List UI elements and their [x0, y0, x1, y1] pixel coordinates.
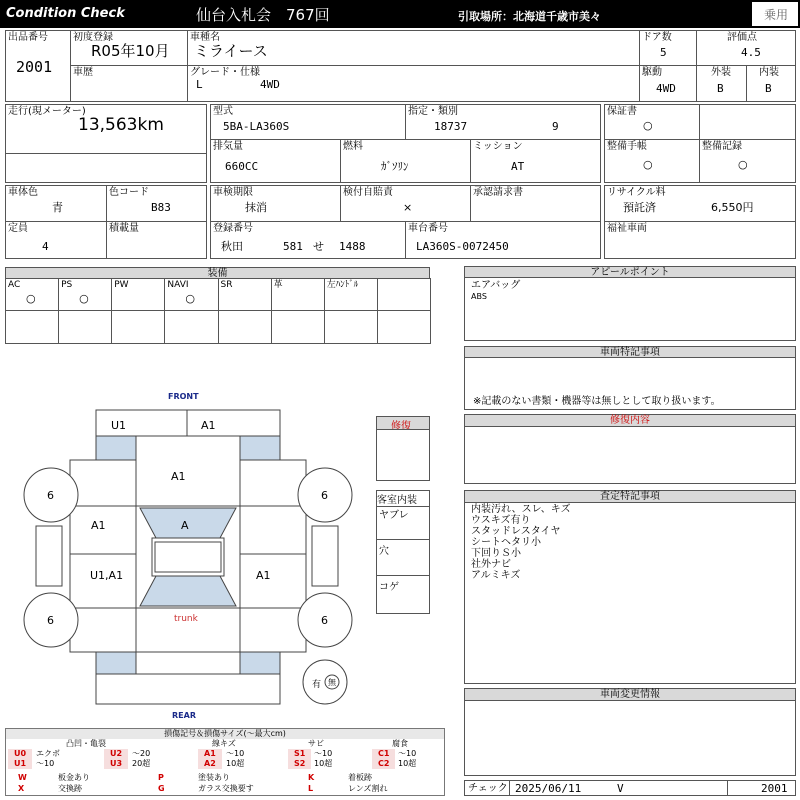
header-pickup: 引取場所：北海道千歳市美々: [458, 10, 601, 23]
diagram-trunk-label: trunk: [174, 614, 198, 624]
equipment-label: 左ﾊﾝﾄﾞﾙ: [326, 280, 359, 290]
cabin-title: 客室内装: [377, 491, 429, 507]
appeal-line: エアバッグ: [471, 280, 521, 291]
cabin-item: コゲ: [379, 582, 399, 593]
equipment-cell: [58, 278, 112, 311]
score-value: 4.5: [741, 46, 761, 59]
header-bar: [0, 0, 800, 28]
legend-entry: 20超: [132, 759, 151, 768]
equipment-cell: [5, 278, 59, 311]
equipment-label: NAVI: [167, 280, 189, 290]
header-title-center: 仙台入札会 767回: [196, 6, 330, 24]
header-category: 乗用: [764, 8, 789, 22]
equipment-cell: [271, 278, 325, 311]
equipment-title: 装備: [5, 267, 430, 279]
displacement-label: 排気量: [213, 141, 243, 152]
capacity-value: 4: [42, 240, 49, 253]
capacity-label: 定員: [8, 223, 28, 234]
legend-group-dent: 凸凹・亀裂: [66, 739, 106, 748]
inspection-note-line: アルミキズ: [471, 570, 521, 581]
warranty-label: 保証書: [607, 106, 637, 117]
reg-class: 581: [283, 240, 303, 253]
recycle-fee: 6,550円: [711, 201, 754, 214]
inspection-label: 車検期限: [213, 187, 253, 198]
legend-entry: ～10: [314, 749, 333, 758]
score-cell: [696, 30, 796, 66]
category-no-value: 9: [552, 120, 559, 133]
tire-rear-right: 6: [321, 614, 328, 627]
check-lot: 2001: [761, 782, 788, 795]
legend-entry: S1: [288, 749, 311, 759]
door-label: ドア数: [642, 32, 672, 43]
legend-mark-entry: レンズ割れ: [348, 784, 388, 793]
color-cell: [5, 185, 107, 222]
equipment-label: AC: [8, 280, 21, 290]
legend-entry: A1: [198, 749, 222, 759]
liability-label: 検付自賠責: [343, 187, 393, 198]
special-title: 車両特記事項: [464, 346, 796, 358]
drive-value: 4WD: [656, 82, 676, 95]
equipment-spare-cell: [164, 310, 218, 344]
legend-group-corrosion: 腐食: [392, 739, 408, 748]
change-info-title: 車両変更情報: [464, 688, 796, 701]
designation-cell: [405, 104, 601, 140]
interior-value: B: [765, 82, 772, 95]
check-label: チェック: [468, 783, 508, 794]
legend-mark-entry: P: [158, 773, 164, 782]
legend-mark-entry: ガラス交換要す: [198, 784, 254, 793]
equipment-value: ○: [79, 292, 89, 305]
car-name-cell: [187, 30, 640, 66]
inspection-note-line: ウスキズ有り: [471, 515, 531, 526]
legend-entry: ～20: [132, 749, 151, 758]
color-value: 青: [52, 201, 63, 214]
interior-label: 内装: [759, 67, 779, 78]
reg-no-cell: [210, 221, 406, 259]
legend-mark-entry: 塗装あり: [198, 773, 230, 782]
record-label: 整備記録: [702, 141, 742, 152]
legend-mark-entry: 板金あり: [58, 773, 90, 782]
mileage-lower-cell: [5, 153, 207, 183]
legend-entry: エクボ: [36, 749, 60, 758]
warranty-cell: [604, 104, 700, 140]
inspection-note-line: シートヘタリ小: [471, 537, 541, 548]
cabin-item: ヤブレ: [379, 510, 409, 521]
inspection-note-line: 内装汚れ、スレ、キズ: [471, 504, 571, 515]
interior-cell: [746, 65, 796, 102]
grade-spec: 4WD: [260, 78, 280, 91]
approval-label: 承認請求書: [473, 187, 523, 198]
load-cell: [106, 221, 207, 259]
spare-mark: 無: [328, 678, 336, 687]
diagram-left-rear-door-label: U1,A1: [90, 569, 124, 582]
fuel-value: ｶﾞｿﾘﾝ: [381, 160, 409, 173]
cabin-item: 穴: [379, 546, 389, 557]
fuel-cell: [340, 139, 471, 183]
legend-mark-entry: 着板跡: [348, 773, 372, 782]
equipment-spare-cell: [271, 310, 325, 344]
equipment-label: 革: [273, 280, 283, 290]
model-label: 型式: [213, 106, 233, 117]
capacity-cell: [5, 221, 107, 259]
legend-mark-entry: W: [18, 773, 27, 782]
welfare-label: 福祉車両: [607, 223, 647, 234]
repair-detail-title: 修復内容: [464, 414, 796, 427]
manual-value: ○: [643, 158, 653, 171]
equipment-grid: [5, 278, 430, 344]
door-value: 5: [660, 46, 667, 59]
mileage-cell: [5, 104, 207, 154]
color-code-cell: [106, 185, 207, 222]
approval-cell: [470, 185, 601, 222]
equipment-label: PW: [114, 280, 129, 290]
check-mark: V: [617, 782, 624, 795]
manual-label: 整備手帳: [607, 141, 647, 152]
equipment-spare-cell: [111, 310, 165, 344]
equipment-cell: [164, 278, 218, 311]
warranty-spare-cell: [699, 104, 796, 140]
chassis-label: 車台番号: [408, 223, 448, 234]
inspection-note-line: 下回りＳ小: [471, 548, 521, 559]
designation-value: 18737: [434, 120, 468, 133]
equipment-spare-cell: [58, 310, 112, 344]
drive-label: 駆動: [642, 67, 662, 78]
equipment-spare-cell: [377, 310, 431, 344]
model-cell: [210, 104, 406, 140]
legend-entry: U1: [8, 759, 32, 769]
warranty-value: ○: [643, 119, 653, 132]
car-name-label: 車種名: [190, 32, 220, 43]
reg-kana: せ: [313, 240, 324, 253]
reg-no-label: 登録番号: [213, 223, 253, 234]
legend-entry: 10超: [314, 759, 333, 768]
legend-entry: U2: [104, 749, 128, 759]
equipment-spare-cell: [5, 310, 59, 344]
chassis-cell: [405, 221, 601, 259]
exterior-cell: [696, 65, 747, 102]
inspection-value: 抹消: [245, 201, 267, 214]
mileage-value: 13,563km: [78, 115, 164, 135]
legend-title: 損傷記号＆損傷サイズ(～最大cm): [6, 729, 444, 739]
first-reg-label: 初度登録: [73, 32, 113, 43]
mission-value: AT: [511, 160, 525, 173]
legend-mark-entry: G: [158, 784, 165, 793]
mileage-label: 走行(現メーター): [8, 106, 86, 117]
equipment-cell: [324, 278, 378, 311]
appeal-title: アピールポイント: [464, 266, 796, 278]
liability-value: ×: [403, 201, 413, 214]
drive-cell: [639, 65, 697, 102]
legend-entry: S2: [288, 759, 311, 769]
designation-label: 指定・類別: [408, 106, 458, 117]
color-code-value: B83: [151, 201, 171, 214]
record-cell: [699, 139, 796, 183]
diagram-roof-label: A: [181, 519, 189, 532]
appeal-body: [464, 277, 796, 341]
door-cell: [639, 30, 697, 66]
exterior-label: 外装: [711, 67, 731, 78]
legend-entry: C1: [372, 749, 395, 759]
legend-entry: 10超: [398, 759, 417, 768]
diagram-left-front-door-label: A1: [91, 519, 106, 532]
legend-group-scratch: 線キズ: [212, 739, 236, 748]
legend-entry: U0: [8, 749, 32, 759]
equipment-value: ○: [26, 292, 36, 305]
equipment-spare-cell: [324, 310, 378, 344]
change-info-body: [464, 700, 796, 776]
footer-divider: [727, 781, 728, 795]
legend-group-rust: サビ: [308, 739, 324, 748]
tire-front-right: 6: [321, 489, 328, 502]
cabin-divider: [377, 575, 429, 576]
equipment-label: PS: [61, 280, 73, 290]
lot-label: 出品番号: [8, 32, 48, 43]
legend-entry: U3: [104, 759, 128, 769]
color-code-label: 色コード: [109, 187, 149, 198]
displacement-cell: [210, 139, 341, 183]
liability-cell: [340, 185, 471, 222]
check-date: 2025/06/11: [515, 782, 582, 795]
inspection-notes-body: [464, 502, 796, 684]
grade-label: グレード・仕様: [190, 67, 260, 78]
grade-cell: [187, 65, 640, 102]
exterior-value: B: [717, 82, 724, 95]
color-label: 車体色: [8, 187, 38, 198]
history-cell: [70, 65, 188, 102]
inspection-notes-title: 査定特記事項: [464, 490, 796, 503]
legend-entry: ～10: [398, 749, 417, 758]
equipment-cell: [377, 278, 431, 311]
footer-divider: [509, 781, 510, 795]
legend-entry: 10超: [226, 759, 245, 768]
chassis-value: LA360S-0072450: [416, 240, 509, 253]
inspection-note-line: スタッドレスタイヤ: [471, 526, 561, 537]
legend-mark-entry: K: [308, 773, 315, 782]
recycle-cell: [604, 185, 796, 222]
recycle-status: 預託済: [623, 201, 656, 214]
lot-cell: [5, 30, 71, 102]
first-reg-value: R05年10月: [91, 42, 170, 60]
appeal-line: ABS: [471, 292, 487, 301]
record-value: ○: [738, 158, 748, 171]
legend-mark-entry: 交換跡: [58, 784, 82, 793]
reg-num: 1488: [339, 240, 366, 253]
tire-rear-left: 6: [47, 614, 54, 627]
legend-entry: A2: [198, 759, 222, 769]
footer-check-row: [464, 780, 796, 796]
header-title-left: Condition Check: [6, 6, 125, 21]
first-reg-cell: [70, 30, 188, 66]
cabin-box: [376, 490, 430, 614]
legend-box: [5, 728, 445, 796]
recycle-label: リサイクル料: [607, 187, 666, 198]
lot-value: 2001: [16, 58, 53, 76]
history-label: 車歴: [73, 67, 93, 78]
legend-mark-entry: X: [18, 784, 25, 793]
inspection-cell: [210, 185, 341, 222]
car-name-value: ミライース: [194, 42, 268, 60]
mission-cell: [470, 139, 601, 183]
reg-area: 秋田: [221, 240, 243, 253]
load-label: 積載量: [109, 223, 139, 234]
repair-box-body: [376, 429, 430, 481]
diagram-front-left-label: U1: [111, 419, 127, 432]
diagram-front-right-label: A1: [201, 419, 216, 432]
repair-box-title: 修復: [391, 421, 411, 432]
grade-l: L: [196, 78, 203, 91]
diagram-right-rear-label: A1: [256, 569, 271, 582]
fuel-label: 燃料: [343, 141, 363, 152]
special-note: ※記載のない書類・機器等は無しとして取り扱います。: [473, 396, 721, 407]
cabin-divider: [377, 539, 429, 540]
equipment-cell: [111, 278, 165, 311]
displacement-value: 660CC: [225, 160, 259, 173]
equipment-cell: [218, 278, 272, 311]
manual-cell: [604, 139, 700, 183]
welfare-cell: [604, 221, 796, 259]
legend-mark-entry: L: [308, 784, 314, 793]
legend-entry: C2: [372, 759, 395, 769]
equipment-spare-cell: [218, 310, 272, 344]
legend-entry: ～10: [36, 759, 55, 768]
tire-front-left: 6: [47, 489, 54, 502]
diagram-hood-label: A1: [171, 470, 186, 483]
equipment-label: SR: [220, 280, 233, 290]
score-label: 評価点: [727, 32, 757, 43]
legend-entry: ～10: [226, 749, 245, 758]
spare-label: 有: [312, 680, 322, 690]
model-value: 5BA-LA360S: [223, 120, 290, 133]
mission-label: ミッション: [473, 141, 523, 152]
repair-detail-body: [464, 426, 796, 484]
diagram-rear-label: REAR: [172, 711, 196, 720]
equipment-value: ○: [185, 292, 195, 305]
repair-box-header: [376, 416, 430, 430]
special-body: [464, 357, 796, 410]
diagram-front-label: FRONT: [168, 392, 199, 401]
inspection-note-line: 社外ナビ: [471, 559, 511, 570]
